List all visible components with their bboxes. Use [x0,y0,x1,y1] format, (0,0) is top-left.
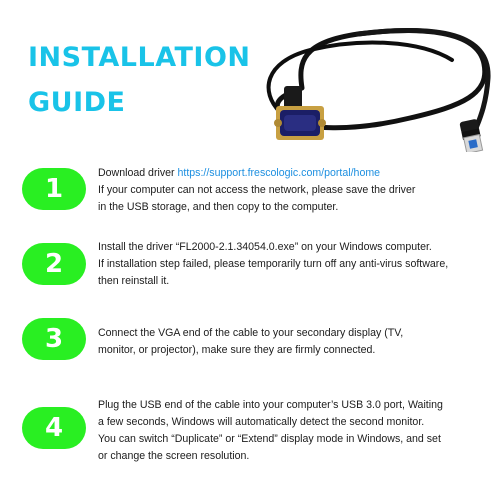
step-3-instructions [98,325,493,359]
step-2-text: If installation step failed, please temporarily turn off any anti-virus software, [98,258,449,270]
step-1-instructions [98,165,493,216]
step-4-text: or change the screen resolution. [98,450,250,462]
usb-vga-cable-image [240,22,500,152]
step-2-instructions [98,239,493,290]
vga-connector-icon [274,86,326,140]
driver-download-link[interactable]: https://support.frescologic.com/portal/home [177,167,381,179]
guide-title-line-1: INSTALLATION [28,42,251,73]
step-3-text: monitor, or projector), make sure they are firmly connected. [98,344,376,356]
step-1-badge: 1 [22,168,86,210]
step-2-text: Install the driver “FL2000-2.1.34054.0.exe” on your Windows computer. [98,241,432,253]
step-2-badge: 2 [22,243,86,285]
step-1-text: in the USB storage, and then copy to the computer. [98,201,339,213]
guide-title-line-2: GUIDE [28,87,126,118]
step-4-text: a few seconds, Windows will automatically detect the second monitor. [98,416,425,428]
step-3-text: Connect the VGA end of the cable to your secondary display (TV, [98,327,404,339]
step-4-instructions [98,397,493,465]
step-4-text: Plug the USB end of the cable into your computer’s USB 3.0 port, Waiting [98,399,443,411]
step-2-text: then reinstall it. [98,275,170,287]
step-1-text: If your computer can not access the network, please save the driver [98,184,416,196]
step-4-text: You can switch “Duplicate” or “Extend” display mode in Windows, and set [98,433,441,445]
step-3-badge: 3 [22,318,86,360]
step-4-badge: 4 [22,407,86,449]
step-1-text: Download driver [98,167,178,179]
